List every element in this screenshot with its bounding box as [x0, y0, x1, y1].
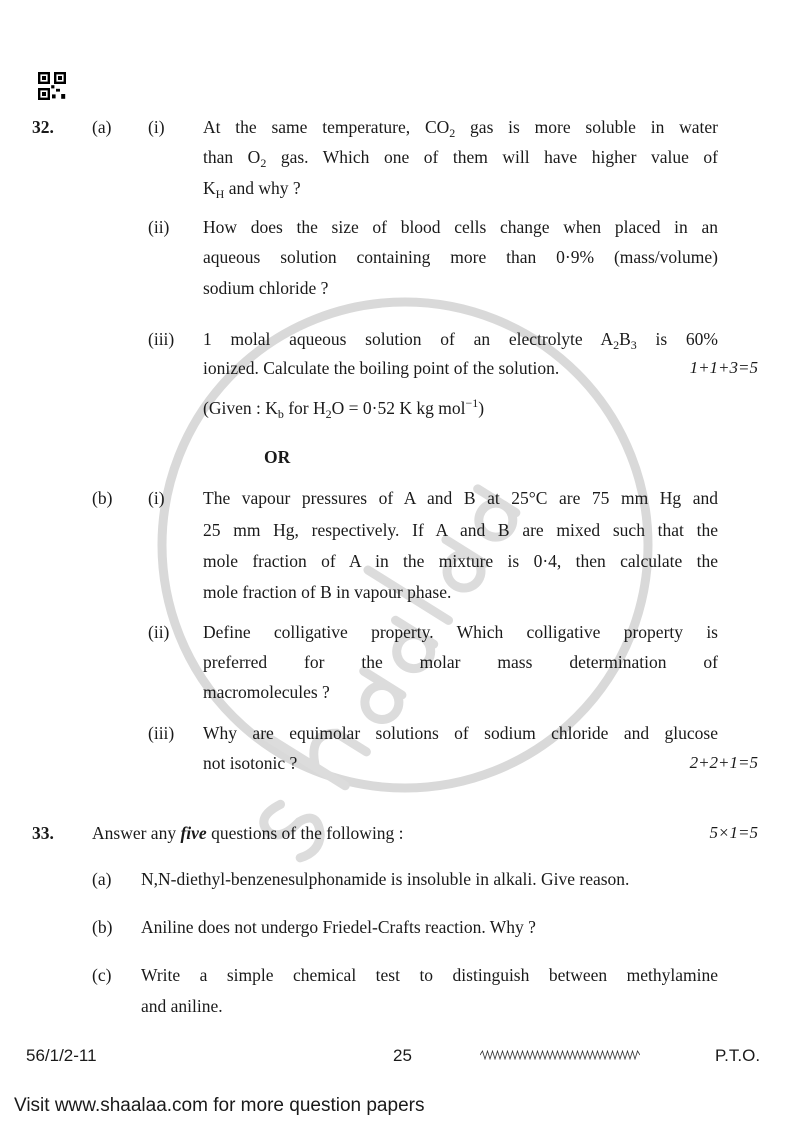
text-segment: How does the size of blood cells change when placed in an [203, 217, 718, 237]
text-line [203, 651, 718, 673]
marks-b: 2+2+1=5 [689, 753, 758, 772]
sub-iii-label: (iii) [148, 329, 175, 349]
item-a-label: (a) [92, 869, 112, 889]
text-line [203, 581, 451, 603]
subscript: 2 [325, 407, 332, 421]
text-line: N,N-diethyl-benzenesulphonamide is insoluble in alkali. Give reason. [141, 869, 630, 889]
text-line [203, 357, 559, 379]
text-segment: sodium chloride ? [203, 278, 329, 298]
text-segment: The vapour pressures of A and B at 25°C are 75 mm Hg and [203, 488, 718, 508]
item-c-label: (c) [92, 965, 112, 985]
subscript: 2 [449, 126, 456, 140]
text-line [203, 116, 718, 138]
subscript: 3 [630, 338, 637, 352]
text-line [203, 752, 297, 774]
text-segment: is 60% [636, 329, 718, 349]
item-b-label: (b) [92, 917, 113, 937]
text-segment: gas. Which one of them will have higher value of [266, 147, 718, 167]
wavy-line-icon [480, 1050, 640, 1060]
sub-iii-label: (iii) [148, 723, 175, 743]
text-segment: K [203, 178, 216, 198]
text-line [203, 216, 718, 238]
prompt-emphasis: five [180, 823, 207, 843]
text-line: Write a simple chemical test to distinguish between methylamine [141, 965, 718, 985]
text-segment: (Given : K [203, 398, 278, 418]
part-b-label: (b) [92, 488, 113, 508]
question-number-33: 33. [32, 823, 54, 843]
text-segment: and why ? [224, 178, 301, 198]
text-line [203, 550, 718, 572]
subscript: 2 [260, 156, 267, 170]
text-segment: macromolecules ? [203, 682, 330, 702]
text-segment: 25 mm Hg, respectively. If A and B are mixed such that the [203, 520, 718, 540]
text-segment: ionized. Calculate the boiling point of the solution. [203, 358, 560, 378]
text-segment: not isotonic ? [203, 753, 298, 773]
text-line [203, 621, 718, 643]
prompt-text: questions of the following : [206, 823, 404, 843]
subscript: b [277, 407, 284, 421]
marks-q33: 5×1=5 [709, 823, 758, 842]
visit-link[interactable]: Visit www.shaalaa.com for more question papers [14, 1095, 425, 1116]
text-segment: mole fraction of B in vapour phase. [203, 582, 452, 602]
paper-code: 56/1/2-11 [26, 1046, 97, 1065]
text-line [203, 177, 301, 199]
text-segment: At the same temperature, CO [203, 117, 450, 137]
marks-a: 1+1+3=5 [689, 358, 758, 377]
prompt-text: Answer any [92, 823, 181, 843]
text-segment: aqueous solution containing more than 0·9% (mass/volume) [203, 247, 718, 267]
text-line [203, 277, 328, 299]
text-segment: 1 molal aqueous solution of an electrolyte A [203, 329, 614, 349]
pto-label: P.T.O. [715, 1046, 761, 1065]
text-line [203, 328, 718, 350]
text-segment: preferred for the molar mass determination of [203, 652, 718, 672]
sub-i-label: (i) [148, 117, 165, 137]
or-label: OR [264, 447, 291, 467]
text-line [203, 487, 718, 509]
text-line [203, 681, 330, 703]
q33-prompt [92, 822, 404, 844]
text-segment: ) [478, 398, 485, 418]
text-segment: Why are equimolar solutions of sodium chloride and glucose [203, 723, 718, 743]
text-segment: gas is more soluble in water [455, 117, 719, 137]
text-line [203, 722, 718, 744]
text-segment: B [619, 329, 631, 349]
text-line [203, 397, 484, 419]
text-line [203, 519, 718, 541]
superscript: −1 [465, 396, 479, 410]
text-line: and aniline. [141, 996, 223, 1016]
text-segment: for H [283, 398, 326, 418]
sub-i-label: (i) [148, 488, 165, 508]
text-segment: O = 0·52 K kg mol [331, 398, 466, 418]
part-a-label: (a) [92, 117, 112, 137]
text-line [203, 146, 718, 168]
subscript: H [215, 187, 225, 201]
text-line [203, 246, 718, 268]
subscript: 2 [613, 338, 620, 352]
text-segment: Define colligative property. Which colligative property is [203, 622, 718, 642]
qr-code-icon [38, 72, 66, 100]
text-line: Aniline does not undergo Friedel-Crafts reaction. Why ? [141, 917, 536, 937]
text-segment: mole fraction of A in the mixture is 0·4, then calculate the [203, 551, 718, 571]
page-number: 25 [393, 1046, 412, 1065]
question-number-32: 32. [32, 117, 54, 137]
text-segment: than O [203, 147, 261, 167]
sub-ii-label: (ii) [148, 217, 170, 237]
sub-ii-label: (ii) [148, 622, 170, 642]
